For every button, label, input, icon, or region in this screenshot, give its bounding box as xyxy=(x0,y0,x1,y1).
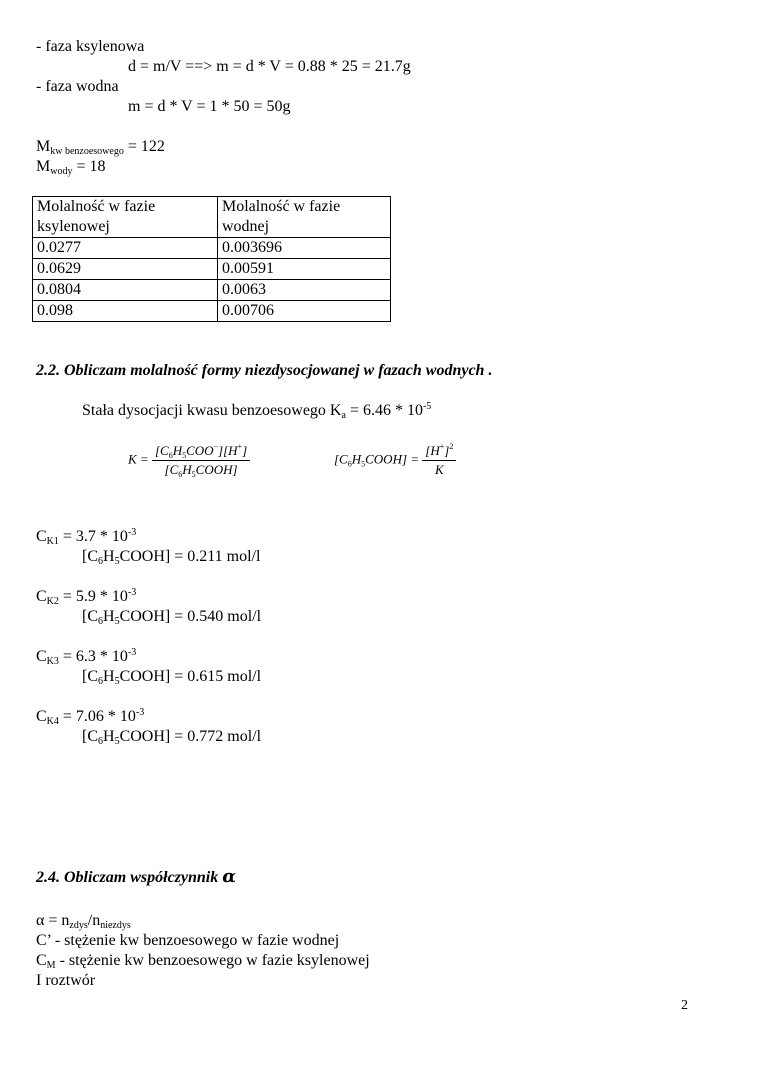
table-row xyxy=(33,301,391,322)
benzoic-acid-k3: $[C_6H_5COOH] = 0.615$ mol/l xyxy=(82,668,262,687)
table-header-cell: Molalność w fazie wodnej xyxy=(218,197,391,238)
table-cell: 0.0804 xyxy=(33,280,218,301)
molality-table xyxy=(32,196,391,322)
alpha-definition: $\alpha = n_{zdys}/n_{niezdys}$ xyxy=(36,912,131,931)
concentration-k2: $C_{K2} = 5.9 * 10^{-3}$ xyxy=(36,587,137,607)
benzoic-acid-k4: $[C_6H_5COOH] = 0.772$ mol/l xyxy=(82,728,262,747)
alpha-symbol: α xyxy=(222,866,237,887)
formula-dissociation-constant: K = $\frac{[C_6H_5COO^-][H^+]}{[C_6H_5COOH]}$ xyxy=(128,443,250,478)
formula-undissociated-form: $[C_6H_5COOH]$ = $\frac{[H^+]^2}{K}$ xyxy=(334,443,456,478)
water-phase-equation: m = d * V = 1 * 50 = 50g xyxy=(128,98,291,115)
water-phase-label: - faza wodna xyxy=(36,78,119,95)
concentration-k4: $C_{K4} = 7.06 * 10^{-3}$ xyxy=(36,707,145,727)
section-2-4-heading: 2.4. Obliczam współczynnik α xyxy=(36,866,237,887)
table-cell: 0.00591 xyxy=(218,259,391,280)
concentration-k3: $C_{K3} = 6.3 * 10^{-3}$ xyxy=(36,647,137,667)
benzoic-acid-k2: $[C_6H_5COOH] = 0.540$ mol/l xyxy=(82,608,262,627)
table-cell: 0.0629 xyxy=(33,259,218,280)
table-cell: 0.098 xyxy=(33,301,218,322)
c-m-definition: $C_M$ - stężenie kw benzoesowego w fazie ksylenowej xyxy=(36,952,370,971)
molar-mass-water: $M_{wody} = 18$ xyxy=(36,158,106,177)
dissociation-constant: Stała dysocjacji kwasu benzoesowego $K_a = 6.46 * 10^{-5}$ xyxy=(82,401,432,421)
table-row xyxy=(33,280,391,301)
c-prime-definition: C’ - stężenie kw benzoesowego w fazie wodnej xyxy=(36,932,340,949)
benzoic-acid-k1: $[C_6H_5COOH] = 0.211$ mol/l xyxy=(82,548,261,567)
concentration-k1: $C_{K1} = 3.7 * 10^{-3}$ xyxy=(36,527,137,547)
table-row xyxy=(33,259,391,280)
table-cell: 0.00706 xyxy=(218,301,391,322)
table-header-cell: Molalność w fazie ksylenowej xyxy=(33,197,218,238)
table-header-row xyxy=(33,197,391,238)
xylene-phase-equation: d = m/V ==> m = d * V = 0.88 * 25 = 21.7g xyxy=(128,58,411,75)
table-row xyxy=(33,238,391,259)
table-cell: 0.0277 xyxy=(33,238,218,259)
section-2-2-heading: 2.2. Obliczam molalność formy niezdysocjowanej w fazach wodnych . xyxy=(36,362,493,379)
solution-label: I roztwór xyxy=(36,972,96,989)
page-number: 2 xyxy=(681,998,688,1013)
table-cell: 0.0063 xyxy=(218,280,391,301)
xylene-phase-label: - faza ksylenowa xyxy=(36,38,145,55)
molar-mass-benzoic: $M_{kw benzoesowego} = 122$ xyxy=(36,138,165,157)
table-cell: 0.003696 xyxy=(218,238,391,259)
